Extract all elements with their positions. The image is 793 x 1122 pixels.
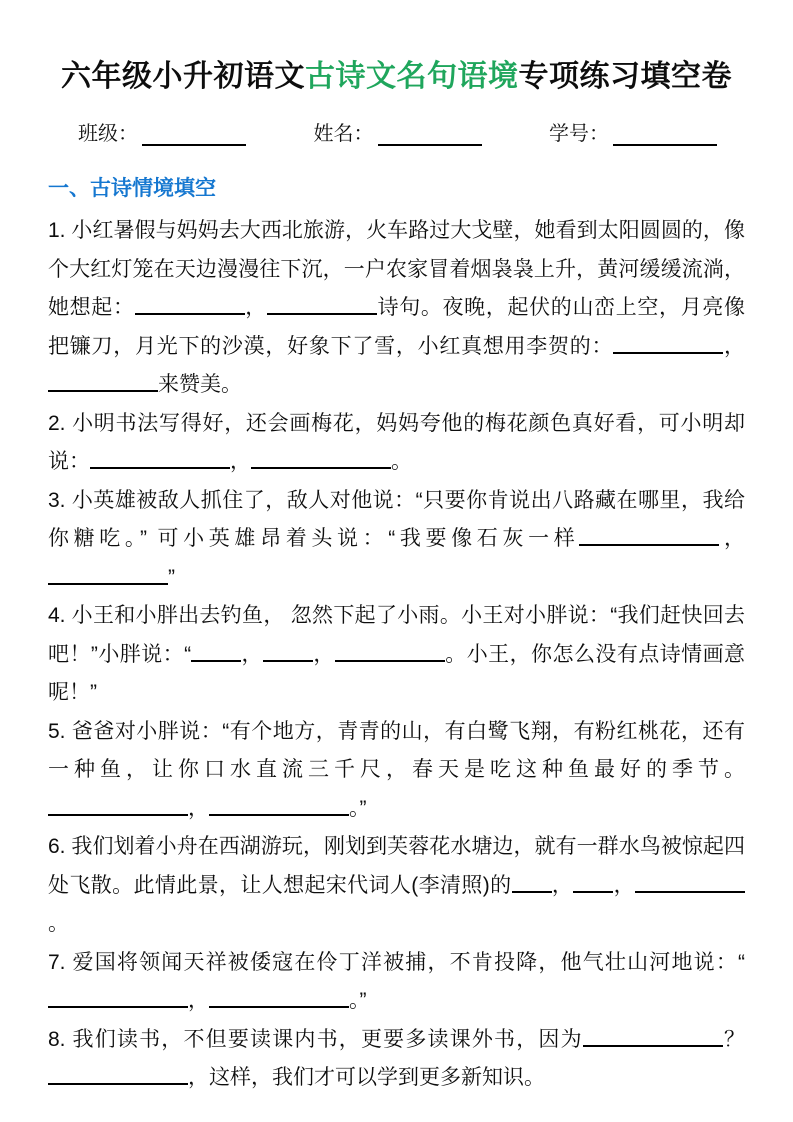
fill-blank [613, 332, 723, 354]
student-info-row [48, 120, 745, 148]
name-field [314, 120, 482, 148]
fill-blank [579, 524, 719, 546]
name-label: 姓名： [313, 123, 374, 145]
fill-blank [209, 986, 349, 1008]
fill-blank [48, 370, 158, 392]
fill-blank [263, 640, 313, 662]
question-item: 5. 爸爸对小胖说：“有个地方，青青的山，有白鹭飞翔，有粉红桃花，还有一种鱼，让你口水直流三千尺，春天是吃这种鱼最好的季节。， 。” [48, 719, 745, 820]
question-item: 3. 小英雄被敌人抓住了，敌人对他说：“只要你肯说出八路藏在哪里，我给你糖吃。” 可小英雄昂着头说：“我要像石灰一样 ，” [48, 488, 745, 589]
question-item: 8. 我们读书，不但要读课内书，更要多读课外书，因为 ？，这样，我们才可以学到更多新知识。 [48, 1021, 745, 1098]
question-item: 4. 小王和小胖出去钓鱼， 忽然下起了小雨。小王对小胖说：“我们赶快回去吧！”小胖说：“ ， ， 。小王，你怎么没有点诗情画意呢！” [48, 604, 746, 704]
fill-blank [135, 293, 245, 315]
question-item: 6. 我们划着小舟在西湖游玩，刚划到芙蓉花水塘边，就有一群水鸟被惊起四处飞散。此情此景，让人想起宋代词人(李清照)的 ， ，。 [48, 835, 745, 935]
fill-blank [48, 986, 188, 1008]
question-list [48, 212, 745, 1098]
question-item: 7. 爱国将领闻天祥被倭寇在伶丁洋被捕，不肯投降，他气壮山河地说：“， 。” [48, 950, 745, 1012]
fill-blank [90, 447, 230, 469]
question-item: 2. 小明书法写得好，还会画梅花，妈妈夸他的梅花颜色真好看，可小明却说： ， 。 [48, 411, 745, 473]
class-field [78, 120, 246, 148]
class-label: 班级： [78, 123, 138, 145]
fill-blank [48, 1063, 188, 1085]
question-item: 1. 小红暑假与妈妈去大西北旅游，火车路过大戈壁，她看到太阳圆圆的，像个大红灯笼在天边漫漫往下沉，一户农家冒着烟袅袅上升，黄河缓缓流淌，她想起： ， 诗句。夜晚，起伏的山峦上空，月亮像把镰刀，月光下的沙漠，好象下了雪，小红真想用李贺的： ，来赞美。 [48, 219, 746, 396]
fill-blank [573, 871, 613, 893]
name-blank-line [378, 124, 482, 146]
fill-blank [251, 447, 391, 469]
fill-blank [583, 1025, 723, 1047]
student-number-field [549, 120, 717, 148]
title-prefix: 六年级小升初语文 [61, 60, 305, 93]
section-heading: 一、古诗情境填空 [48, 177, 216, 200]
fill-blank [635, 871, 745, 893]
fill-blank [48, 563, 168, 585]
fill-blank [267, 293, 377, 315]
fill-blank [209, 794, 349, 816]
title-highlight: 古诗文名句语境 [305, 60, 519, 93]
student-number-blank-line [613, 124, 717, 146]
fill-blank [48, 794, 188, 816]
fill-blank [512, 871, 552, 893]
fill-blank [335, 640, 445, 662]
class-blank-line [142, 124, 246, 146]
fill-blank [191, 640, 241, 662]
page-title [48, 56, 745, 98]
student-number-label: 学号： [549, 123, 609, 145]
title-suffix: 专项练习填空卷 [518, 60, 732, 93]
